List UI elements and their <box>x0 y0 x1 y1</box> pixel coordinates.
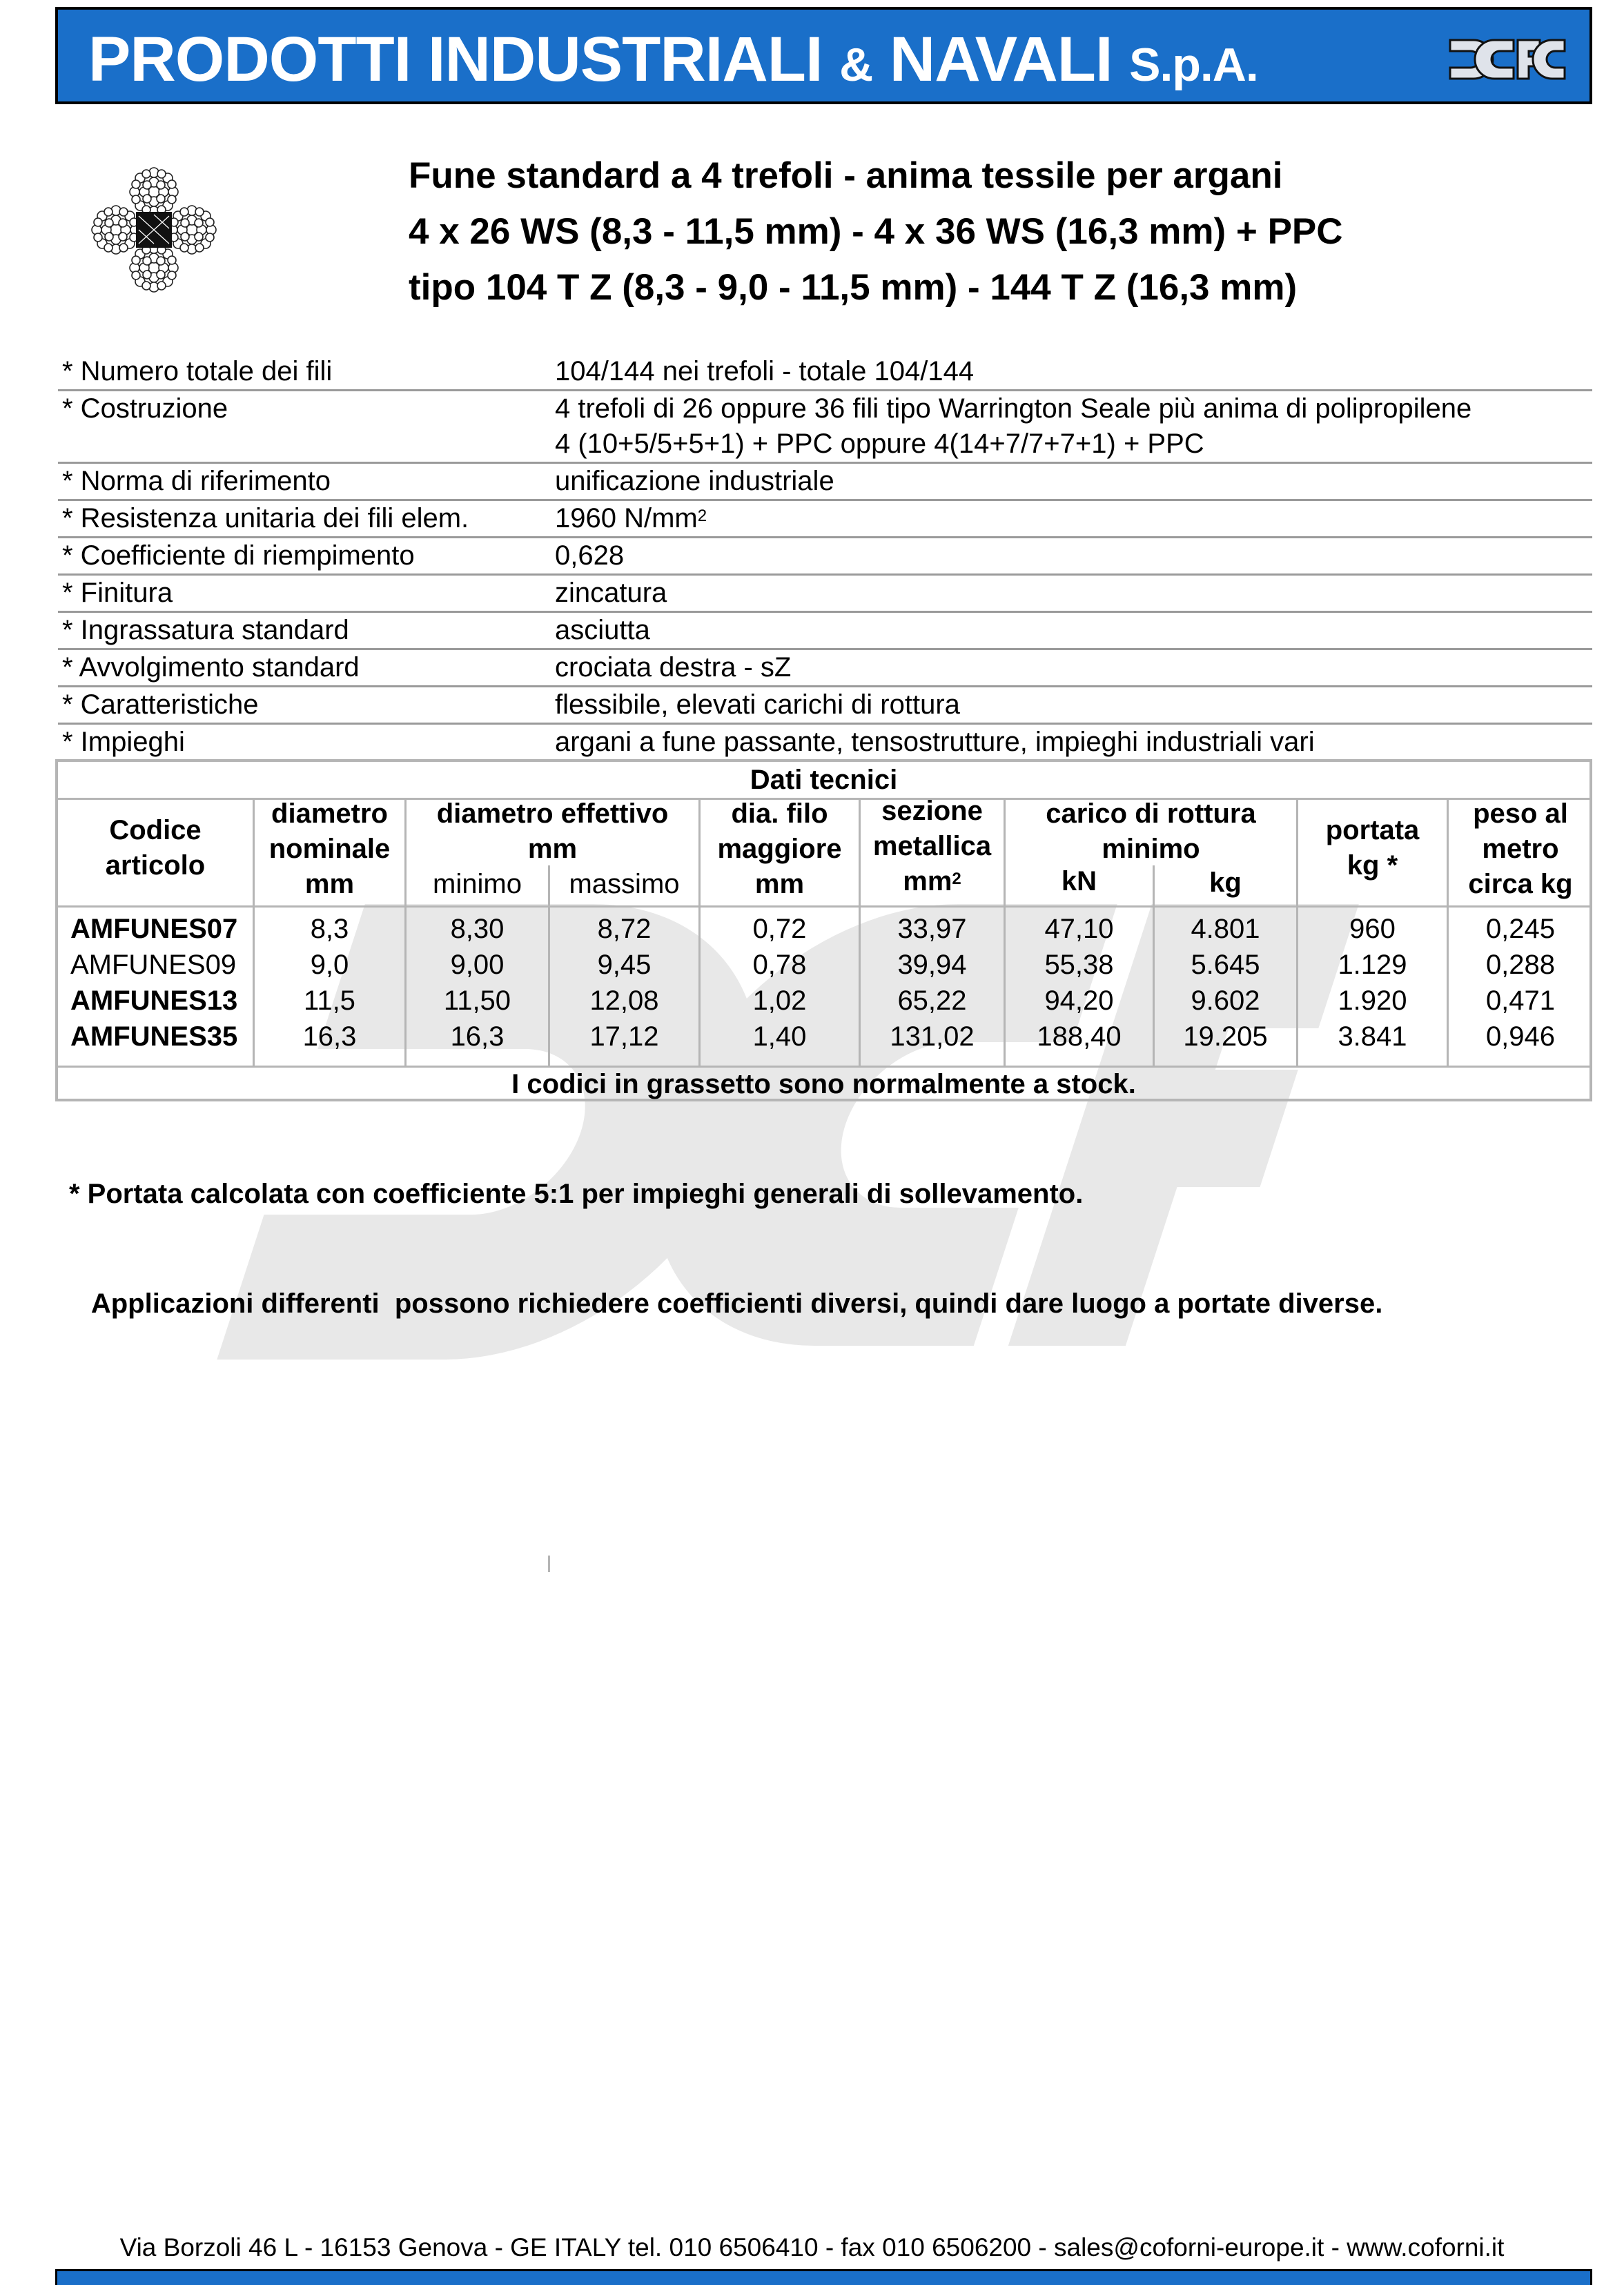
row-cell: 11,50 <box>443 985 511 1016</box>
row-code: AMFUNES35 <box>70 1021 238 1052</box>
row-cell: 1.129 <box>1338 950 1407 980</box>
row-cell: 55,38 <box>1044 950 1114 980</box>
header-text: portata <box>1325 815 1420 845</box>
header-portata <box>1298 813 1447 883</box>
header-text: Codice <box>109 815 202 845</box>
spec-value: zincatura <box>555 578 667 608</box>
spec-value: argani a fune passante, tensostrutture, impieghi industriali vari <box>555 727 1315 757</box>
title-line-1: Fune standard a 4 trefoli - anima tessile per argani <box>409 155 1283 196</box>
header-kg: kg <box>1209 867 1242 898</box>
header-text: mm <box>754 869 805 899</box>
technical-data-table <box>55 759 1592 1101</box>
header-text: metro <box>1482 834 1559 864</box>
row-cell: 17,12 <box>589 1021 659 1052</box>
row-cell: 94,20 <box>1044 985 1114 1016</box>
row-cell: 11,5 <box>304 985 355 1016</box>
company-name-amp: & <box>839 39 873 91</box>
spec-value-line-2: 4 (10+5/5+5+1) + PPC oppure 4(14+7/7+7+1) + PPC <box>555 429 1204 459</box>
header-kn: kN <box>1061 866 1097 896</box>
row-code: AMFUNES13 <box>70 985 238 1016</box>
row-cell: 9,0 <box>310 950 349 980</box>
row-cell: 3.841 <box>1338 1021 1407 1052</box>
header-bar <box>55 7 1592 104</box>
header-peso <box>1449 796 1592 902</box>
row-cell: 0,78 <box>752 950 807 980</box>
header-text: diametro effettivo <box>436 798 669 829</box>
row-cell: 9.602 <box>1191 985 1260 1016</box>
spec-row <box>58 649 1592 687</box>
header-text: diametro <box>271 798 388 829</box>
spec-row <box>58 724 1592 761</box>
header-superscript: 2 <box>952 870 961 888</box>
header-minimo: minimo <box>433 869 522 899</box>
header-text: maggiore <box>717 834 842 864</box>
header-text: kg * <box>1347 850 1398 881</box>
row-cell: 4.801 <box>1191 914 1260 944</box>
specifications-table <box>58 354 1592 760</box>
header-massimo: massimo <box>569 869 680 899</box>
row-cell: 8,30 <box>450 914 505 944</box>
row-cell: 19.205 <box>1183 1021 1268 1052</box>
grid-line <box>548 1556 550 1572</box>
row-cell: 8,3 <box>310 914 349 944</box>
notes <box>69 1103 1382 1359</box>
spec-row <box>58 354 1592 391</box>
header-text: articolo <box>105 850 206 881</box>
product-title <box>409 148 1343 315</box>
spec-value: unificazione industriale <box>555 466 834 496</box>
row-cell: 47,10 <box>1044 914 1114 944</box>
header-text: peso al <box>1473 798 1568 829</box>
spec-value: crociata destra - sZ <box>555 652 792 683</box>
company-name-part2: NAVALI <box>889 24 1113 95</box>
header-sezione <box>861 794 1004 899</box>
header-unit: mm <box>903 866 952 896</box>
spec-label: * Avvolgimento standard <box>62 652 360 683</box>
spec-row <box>58 391 1592 463</box>
spec-value: 0,628 <box>555 540 625 571</box>
header-text: mm <box>527 834 578 864</box>
row-cell: 131,02 <box>890 1021 975 1052</box>
header-diametro-nominale <box>255 796 404 902</box>
spec-label: * Costruzione <box>62 393 228 424</box>
row-cell: 39,94 <box>897 950 967 980</box>
header-text: minimo <box>1102 834 1200 864</box>
header-text: sezione <box>881 796 983 826</box>
spec-row <box>58 538 1592 575</box>
row-code: AMFUNES09 <box>70 950 237 980</box>
row-cell: 9,45 <box>597 950 652 980</box>
spec-row <box>58 612 1592 649</box>
row-cell: 12,08 <box>589 985 659 1016</box>
company-logo <box>1446 33 1570 86</box>
header-text: circa kg <box>1468 869 1573 899</box>
row-cell: 65,22 <box>897 985 967 1016</box>
spec-label: * Ingrassatura standard <box>62 615 349 645</box>
row-cell: 16,3 <box>450 1021 505 1052</box>
spec-label: * Norma di riferimento <box>62 466 331 496</box>
spec-row <box>58 463 1592 500</box>
row-cell: 1.920 <box>1338 985 1407 1016</box>
header-text: mm <box>304 869 355 899</box>
spec-value-line-1: 4 trefoli di 26 oppure 36 fili tipo Warrington Seale più anima di polipropilene <box>555 393 1472 424</box>
row-cell: 9,00 <box>450 950 505 980</box>
row-cell: 0,946 <box>1485 1021 1556 1052</box>
row-cell: 960 <box>1349 914 1396 944</box>
row-cell: 5.645 <box>1191 950 1260 980</box>
spec-value <box>551 391 1592 463</box>
spec-value-text: 1960 N/mm <box>555 503 698 533</box>
header-codice <box>58 813 253 883</box>
footer-bar <box>55 2269 1592 2285</box>
technical-data-title: Dati tecnici <box>58 762 1589 800</box>
spec-value: asciutta <box>555 615 650 645</box>
note-line-2: Applicazioni differenti possono richiedere coefficienti diversi, quindi dare luogo a portate diverse. <box>69 1288 1383 1319</box>
header-text: metallica <box>872 831 992 861</box>
spec-label: * Impieghi <box>62 727 185 757</box>
row-cell: 188,40 <box>1037 1021 1122 1052</box>
header-carico <box>1006 796 1296 867</box>
header-text: nominale <box>268 834 391 864</box>
spec-row <box>58 687 1592 724</box>
spec-row <box>58 500 1592 538</box>
header-diametro-effettivo <box>407 796 698 867</box>
spec-label: * Coefficiente di riempimento <box>62 540 415 571</box>
spec-label: * Caratteristiche <box>62 689 259 720</box>
row-code: AMFUNES07 <box>70 914 238 944</box>
company-name <box>88 24 1258 95</box>
spec-label: * Finitura <box>62 578 173 608</box>
row-cell: 0,72 <box>752 914 807 944</box>
title-line-3: tipo 104 T Z (8,3 - 9,0 - 11,5 mm) - 144 T Z (16,3 mm) <box>409 267 1298 308</box>
row-cell: 8,72 <box>597 914 652 944</box>
rope-section-illustration <box>81 157 226 302</box>
spec-value <box>551 500 1592 538</box>
header-dia-filo <box>701 796 859 902</box>
row-cell: 0,288 <box>1485 950 1556 980</box>
company-name-suffix: S.p.A. <box>1129 39 1258 91</box>
row-cell: 0,471 <box>1485 985 1556 1016</box>
spec-label: * Resistenza unitaria dei fili elem. <box>62 503 469 533</box>
grid-line <box>58 905 1589 908</box>
row-cell: 1,02 <box>752 985 807 1016</box>
row-cell: 0,245 <box>1485 914 1556 944</box>
spec-value-superscript: 2 <box>697 507 707 525</box>
row-cell: 1,40 <box>752 1021 807 1052</box>
row-cell: 16,3 <box>302 1021 357 1052</box>
stock-note: I codici in grassetto sono normalmente a stock. <box>511 1069 1136 1099</box>
note-line-1: * Portata calcolata con coefficiente 5:1 per impieghi generali di sollevamento. <box>69 1179 1084 1209</box>
spec-label: * Numero totale dei fili <box>62 356 333 386</box>
header-text <box>861 864 1004 899</box>
spec-row <box>58 575 1592 612</box>
footer-address: Via Borzoli 46 L - 16153 Genova - GE ITALY tel. 010 6506410 - fax 010 6506200 - sales@coforni-europe.it - www.coforni.it <box>119 2233 1505 2262</box>
title-line-2: 4 x 26 WS (8,3 - 11,5 mm) - 4 x 36 WS (16,3 mm) + PPC <box>409 211 1343 252</box>
company-name-part1: PRODOTTI INDUSTRIALI <box>88 24 823 95</box>
spec-value: 104/144 nei trefoli - totale 104/144 <box>555 356 975 386</box>
spec-value: flessibile, elevati carichi di rottura <box>555 689 960 720</box>
header-text: dia. filo <box>731 798 828 829</box>
header-text: carico di rottura <box>1046 798 1256 829</box>
row-cell: 33,97 <box>897 914 967 944</box>
